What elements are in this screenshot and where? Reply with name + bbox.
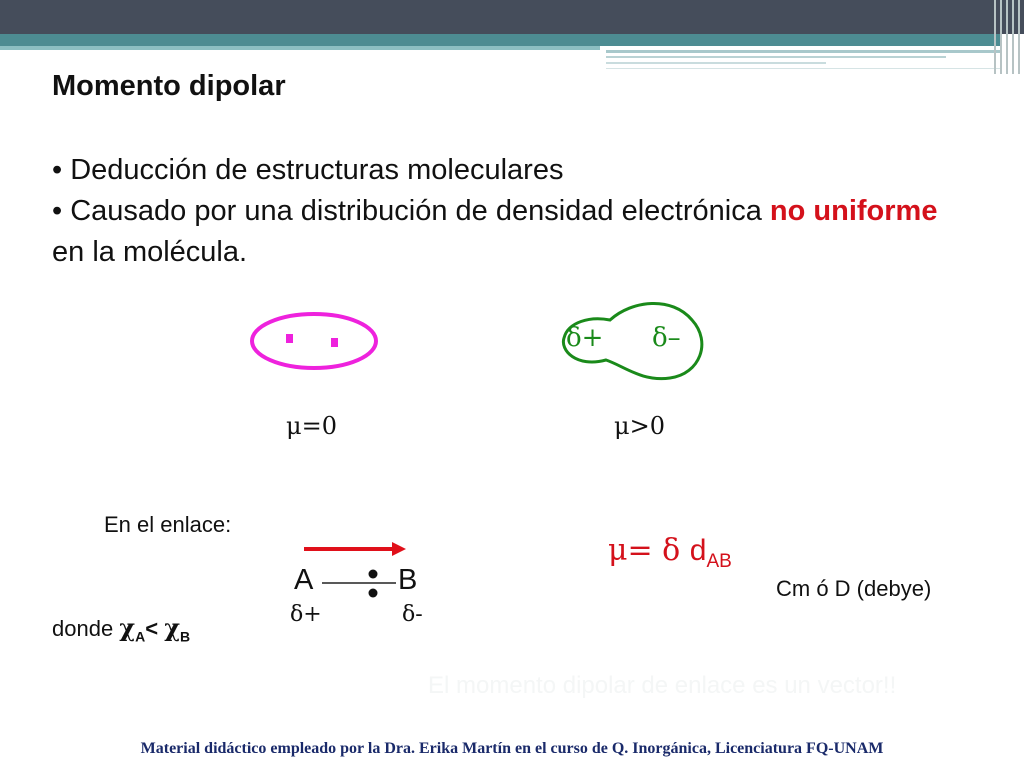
- formula-subscript: AB: [706, 551, 732, 572]
- dipole-formula: [608, 533, 732, 573]
- electron-dot: [331, 338, 338, 347]
- chi-subscript-b: B: [179, 628, 191, 645]
- nonpolar-molecule-ellipse: [252, 314, 376, 368]
- bullet-text: Deducción de estructuras moleculares: [70, 154, 564, 186]
- bullet-text: en la molécula.: [52, 236, 248, 268]
- mu-zero-label: μ=0: [286, 412, 337, 440]
- bullet-emphasis: no uniforme: [769, 195, 938, 227]
- dipole-arrow-head: [392, 542, 406, 556]
- partial-positive-label: δ+: [566, 323, 604, 353]
- electron-pair-dot: [369, 589, 378, 598]
- formula-lhs: μ= δ: [608, 533, 690, 568]
- slide-title: Momento dipolar: [52, 70, 286, 102]
- atom-a-label: A: [294, 564, 314, 596]
- chi-symbol: χ: [164, 613, 180, 642]
- formula-d: d: [689, 534, 707, 567]
- chi-subscript-a: A: [135, 628, 146, 645]
- electronegativity-condition: [52, 613, 190, 644]
- atom-b-label: B: [398, 564, 418, 596]
- electron-dot: [286, 334, 293, 343]
- condition-prefix: donde: [52, 616, 120, 641]
- bullet-glyph: •: [52, 154, 63, 186]
- atom-b-charge: δ-: [402, 602, 423, 627]
- faint-note: El momento dipolar de enlace es un vector!!: [428, 672, 897, 699]
- partial-negative-label: δ–: [652, 323, 681, 353]
- bullet-glyph: •: [52, 195, 63, 227]
- less-than-sign: <: [145, 616, 165, 641]
- dipole-units: Cm ó D (debye): [776, 576, 932, 601]
- chi-symbol: χ: [119, 613, 136, 642]
- bond-intro: En el enlace:: [104, 512, 232, 537]
- atom-a-charge: δ+: [290, 602, 322, 627]
- slide-footer: Material didáctico empleado por la Dra. Erika Martín en el curso de Q. Inorgánica, Licenciatura FQ-UNAM: [140, 740, 884, 757]
- mu-positive-label: μ>0: [614, 412, 665, 440]
- bullet-text: Causado por una distribución de densidad electrónica: [70, 195, 770, 227]
- electron-pair-dot: [369, 570, 378, 579]
